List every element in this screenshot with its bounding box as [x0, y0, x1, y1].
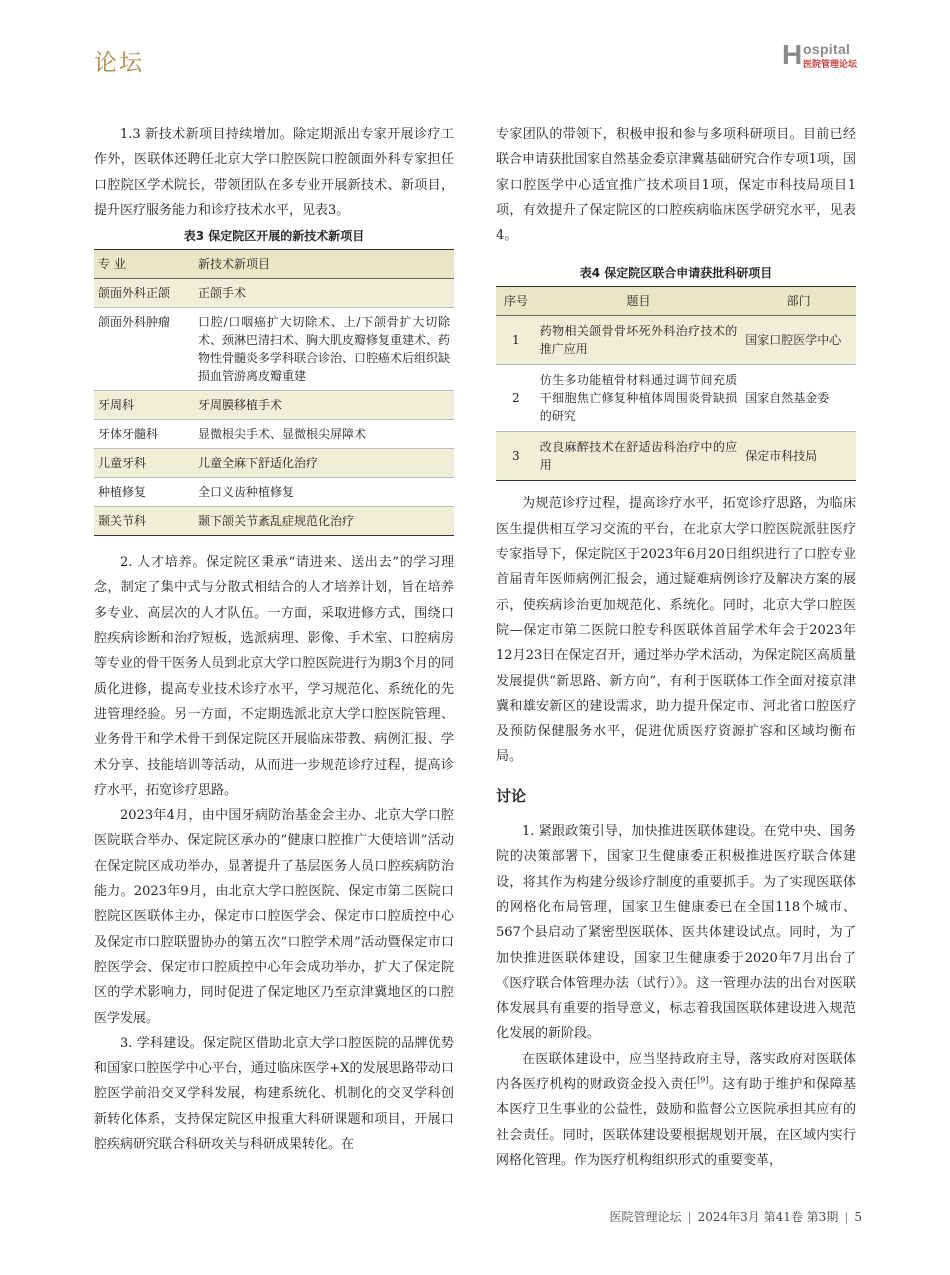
table-header-cell: 序号 — [496, 287, 536, 316]
left-column — [94, 122, 454, 1157]
table-cell: 儿童全麻下舒适化治疗 — [194, 449, 454, 478]
logo-ospital-text: ospital — [803, 41, 851, 57]
table-row — [94, 420, 454, 449]
logo-letter-h: H — [782, 39, 803, 70]
table-cell: 3 — [496, 432, 536, 481]
table4-title: 表4 保定院区联合申请获批科研项目 — [579, 266, 773, 281]
table-row — [94, 279, 454, 308]
paragraph: 专家团队的带领下，积极申报和参与多项科研项目。目前已经联合申请获批国家自然基金委京津冀基础研究合作专项1项，国家口腔医学中心适宜推广技术项目1项，保定市科技局项目1项，有效提升了保定院区的口腔疾病临床医学研究水平，见表4。 — [496, 127, 856, 244]
table-header-row — [94, 250, 454, 279]
table-row — [496, 316, 856, 365]
table-cell: 口腔/口咽癌扩大切除术、上/下颌骨扩大切除术、颈淋巴清扫术、胸大肌皮瓣修复重建术、药物性骨髓炎多学科联合诊治、口腔癌术后组织缺损血管游离皮瓣重建 — [194, 308, 454, 391]
table-cell: 种植修复 — [94, 478, 194, 507]
table4 — [496, 286, 856, 481]
table-cell: 牙体牙髓科 — [94, 420, 194, 449]
table-header-cell: 部门 — [741, 287, 856, 316]
table-cell: 保定市科技局 — [741, 432, 856, 481]
page-footer — [540, 1208, 862, 1225]
table-cell: 正颌手术 — [194, 279, 454, 308]
table-cell: 颞下颌关节紊乱症规范化治疗 — [194, 507, 454, 536]
table-header-cell: 题目 — [536, 287, 742, 316]
table-cell: 药物相关颌骨骨坏死外科治疗技术的推广应用 — [536, 316, 742, 365]
table-header-cell: 专 业 — [94, 250, 194, 279]
table3-title: 表3 保定院区开展的新技术新项目 — [183, 229, 365, 244]
table-header-row — [496, 287, 856, 316]
table-cell: 牙周科 — [94, 391, 194, 420]
table-cell: 颌面外科正颌 — [94, 279, 194, 308]
paragraph — [496, 1047, 856, 1173]
table-cell: 2 — [496, 365, 536, 432]
table-cell: 全口义齿种植修复 — [194, 478, 454, 507]
paragraph-text: 。这有助于维护和保障基本医疗卫生事业的公益性，鼓励和监督公立医院承担其应有的社会责任。同时，医联体建设要根据规划开展，在区域内实行网格化管理。作为医疗机构组织形式的重要变革， — [496, 1077, 856, 1168]
table-row — [94, 449, 454, 478]
separator: | — [844, 1210, 849, 1224]
paragraph: 2. 人才培养。保定院区秉承“请进来、送出去”的学习理念，制定了集中式与分散式相结合的人才培养计划，旨在培养多专业、高层次的人才队伍。一方面，采取进修方式，围绕口腔疾病诊断和治疗短板，选派病理、影像、手术室、口腔病房等专业的骨干医务人员到北京大学口腔医院进行为期3个月的同质化进修，提高专业技术诊疗水平，学习规范化、系统化的先进管理经验。另一方面，不定期选派北京大学口腔医院管理、业务骨干和学术骨干到保定院区开展临床带教、病例汇报、学术分享、技能培训等活动，从而进一步规范诊疗过程，提高诊疗水平，拓宽诊疗思路。 — [94, 555, 454, 798]
table-cell: 仿生多功能植骨材料通过调节间充质干细胞焦亡修复种植体周围炎骨缺损的研究 — [536, 365, 742, 432]
table-cell: 显微根尖手术、显微根尖屏障术 — [194, 420, 454, 449]
table-cell: 颌面外科肿瘤 — [94, 308, 194, 391]
journal-name: 医院管理论坛 — [609, 1210, 682, 1224]
section-heading: 讨论 — [496, 786, 527, 805]
table-row — [496, 432, 856, 481]
table-row — [94, 478, 454, 507]
table-cell: 颞关节科 — [94, 507, 194, 536]
table-cell: 儿童牙科 — [94, 449, 194, 478]
table-row — [496, 365, 856, 432]
journal-logo — [782, 40, 862, 74]
citation-ref[interactable]: [9] — [697, 1075, 709, 1085]
right-column — [496, 122, 856, 1173]
paragraph: 1.3 新技术新项目持续增加。除定期派出专家开展诊疗工作外，医联体还聘任北京大学口腔医院口腔颌面外科专家担任口腔院区学术院长，带领团队在多专业开展新技术、新项目，提升医疗服务能力和诊疗技术水平，见表3。 — [94, 127, 454, 218]
paragraph: 3. 学科建设。保定院区借助北京大学口腔医院的品牌优势和国家口腔医学中心平台，通过临床医学+X的发展思路带动口腔医学前沿交叉学科发展，构建系统化、机制化的交叉学科创新转化体系，支持保定院区申报重大科研课题和项目，开展口腔疾病研究联合科研攻关与科研成果转化。在 — [94, 1035, 454, 1153]
table-header-cell: 新技术新项目 — [194, 250, 454, 279]
paragraph: 1. 紧跟政策引导，加快推进医联体建设。在党中央、国务院的决策部署下，国家卫生健康委正积极推进医疗联合体建设，将其作为构建分级诊疗制度的重要抓手。为了实现医联体的网格化布局管理，国家卫生健康委已在全国118个城市、567个县启动了紧密型医联体、医共体建设试点。同时，为了加快推进医联体建设，国家卫生健康委于2020年7月出台了《医疗联合体管理办法（试行）》。这一管理办法的出台对医联体发展具有重要的指导意义，标志着我国医联体建设进入规范化发展的新阶段。 — [496, 824, 856, 1042]
page-number: 5 — [854, 1210, 862, 1224]
table-row — [94, 507, 454, 536]
table-cell: 牙周膜移植手术 — [194, 391, 454, 420]
table-row — [94, 391, 454, 420]
table-cell: 1 — [496, 316, 536, 365]
separator: | — [687, 1210, 692, 1224]
issue-info: 2024年3月 第41卷 第3期 — [697, 1210, 839, 1224]
table-cell: 国家自然基金委 — [741, 365, 856, 432]
table3 — [94, 249, 454, 536]
section-title: 论坛 — [94, 50, 144, 76]
table-row — [94, 308, 454, 391]
paragraph: 为规范诊疗过程，提高诊疗水平，拓宽诊疗思路，为临床医生提供相互学习交流的平台，在北京大学口腔医院派驻医疗专家指导下，保定院区于2023年6月20日组织进行了口腔专业首届青年医师病例汇报会，通过疑难病例诊疗及解决方案的展示，使疾病诊治更加规范化、系统化。同时，北京大学口腔医院—保定市第二医院口腔专科医联体首届学术年会于2023年12月23日在保定召开，通过举办学术活动，为保定院区高质量发展提供“新思路、新方向”，有利于医联体工作全面对接京津冀和雄安新区的建设需求，助力提升保定市、河北省口腔医疗及预防保健服务水平，促进优质医疗资源扩容和区域均衡布局。 — [496, 496, 856, 765]
paragraph: 2023年4月，由中国牙病防治基金会主办、北京大学口腔医院联合举办、保定院区承办的“健康口腔推广大使培训”活动在保定院区成功举办，显著提升了基层医务人员口腔疾病防治能力。2023年9月，由北京大学口腔医院、保定市第二医院口腔院区医联体主办，保定市口腔医学会、保定市口腔质控中心及保定市口腔联盟协办的第五次“口腔学术周”活动暨保定市口腔医学会、保定市口腔质控中心年会成功举办，扩大了保定院区的学术影响力，同时促进了保定地区乃至京津冀地区的口腔医学发展。 — [94, 808, 454, 1026]
table-cell: 改良麻醉技术在舒适齿科治疗中的应用 — [536, 432, 742, 481]
table-cell: 国家口腔医学中心 — [741, 316, 856, 365]
paragraph-text: 在医联体建设中，应当坚持政府主导，落实政府对医联体内各医疗机构的财政资金投入责任 — [496, 1051, 856, 1093]
logo-subtitle: 医院管理论坛 — [803, 60, 858, 70]
